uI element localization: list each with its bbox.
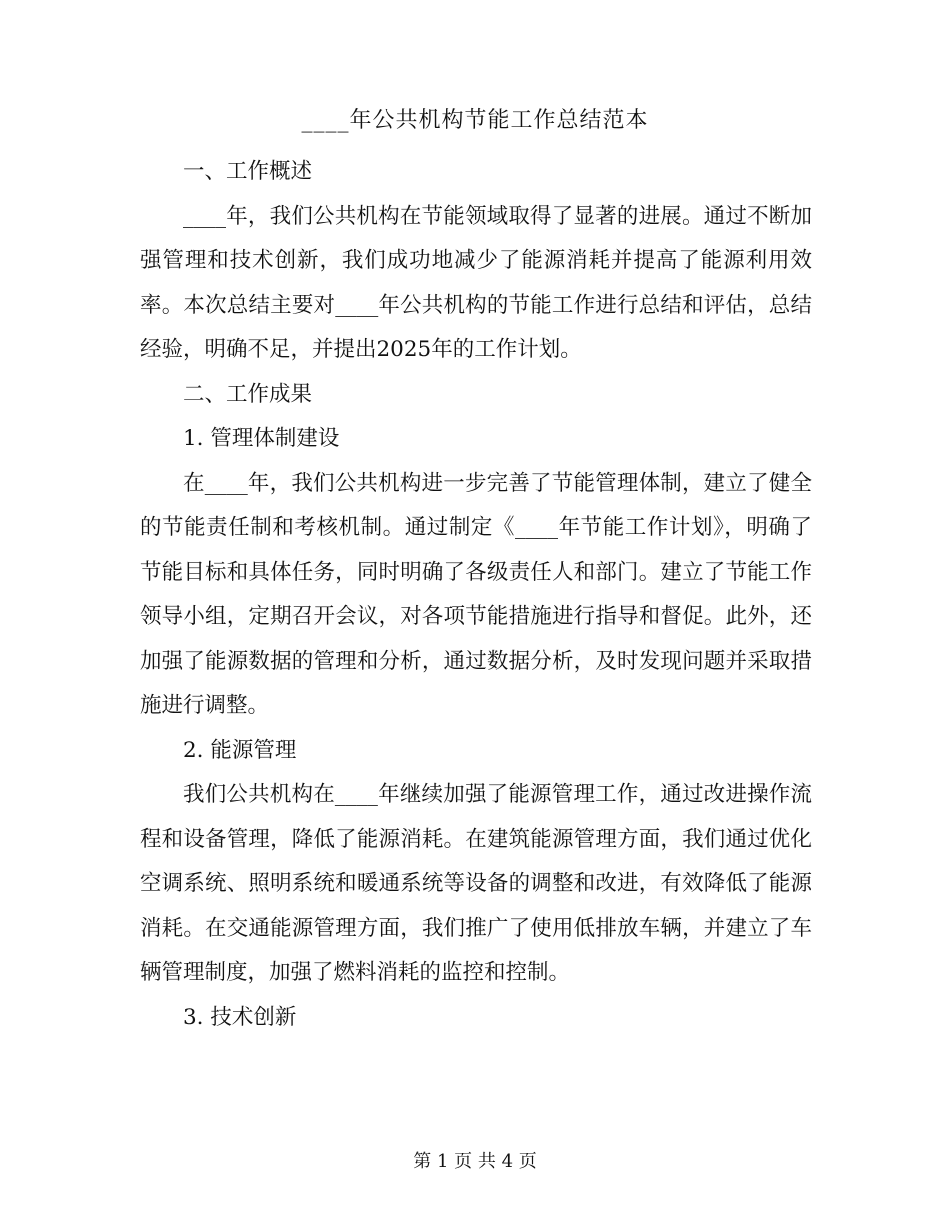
paragraph-energy-management: 我们公共机构在____年继续加强了能源管理工作，通过改进操作流程和设备管理，降低了能源消耗。在建筑能源管理方面，我们通过优化空调系统、照明系统和暖通系统等设备的调整和改进，有效降低了能源消耗。在交通能源管理方面，我们推广了使用低排放车辆，并建立了车辆管理制度，加强了燃料消耗的监控和控制。 xyxy=(140,782,812,985)
document-body xyxy=(140,150,812,1040)
subheading-energy-management: 2. 能源管理 xyxy=(183,737,297,763)
subheading-tech-innovation: 3. 技术创新 xyxy=(183,1004,297,1030)
paragraph-overview: ____年，我们公共机构在节能领域取得了显著的进展。通过不断加强管理和技术创新，我们成功地减少了能源消耗并提高了能源利用效率。本次总结主要对____年公共机构的节能工作进行总结和评估，总结经验，明确不足，并提出2025年的工作计划。 xyxy=(140,203,812,362)
page-footer: 第 1 页 共 4 页 xyxy=(413,1151,537,1172)
paragraph-management-system: 在____年，我们公共机构进一步完善了节能管理体制，建立了健全的节能责任制和考核机制。通过制定《____年节能工作计划》，明确了节能目标和具体任务，同时明确了各级责任人和部门。建立了节能工作领导小组，定期召开会议，对各项节能措施进行指导和督促。此外，还加强了能源数据的管理和分析，通过数据分析，及时发现问题并采取措施进行调整。 xyxy=(140,470,812,718)
subheading-management-system: 1. 管理体制建设 xyxy=(183,426,340,451)
heading-overview: 一、工作概述 xyxy=(183,159,313,184)
document-title: ____年公共机构节能工作总结范本 xyxy=(301,108,649,133)
heading-results: 二、工作成果 xyxy=(183,381,313,407)
